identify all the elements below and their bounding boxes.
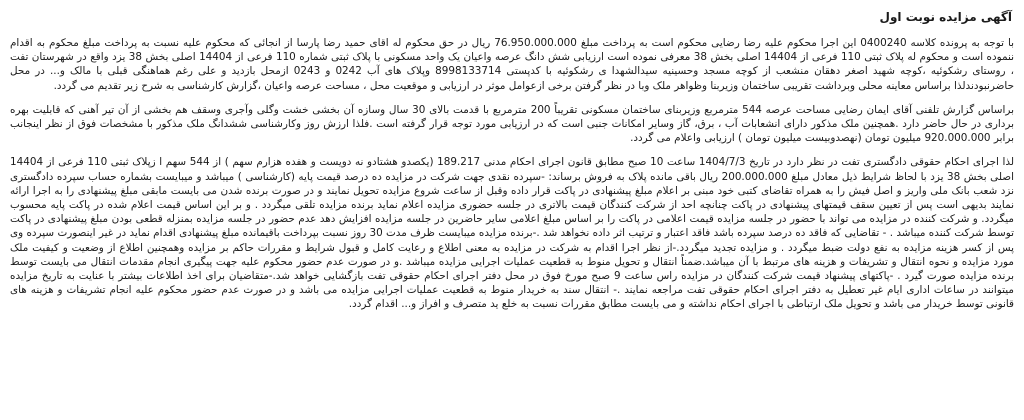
notice-paragraph-appraisal: براساس گزارش تلفنی آقای ایمان رضایی مساحت عرصه 544 مترمربع وزیربنای ساختمان مسکونی تقریباً 200 مترمربع با قدمت بالای 30 سال وسازه آن بخشی خشت وگلی وآجری وسقف هم بخشی از آن تیر آهنی که قابلیت بهره برداری در حال حاضر دارد .همچنین ملک مذکور دارای انشعابات آب ، برق، گاز وسایر امکانات جنبی است که در ارزیابی مورد توجه قرار گرفته است .فلذا ارزش روز وکارشناسی ششدانگ ملک مذکور با مشخصات فوق از نظر اینجانب برابر 920.000.000 میلیون تومان (نهصدوبیست میلیون تومان ) ارزیابی واعلام می گردد. (10, 103, 1014, 145)
notice-paragraph-case-details: با توجه به پرونده کلاسه 0400240 این اجرا محکوم علیه رضا رضایی محکوم است به پرداخت مبلغ 76.950.000.000 ریال در حق محکوم له اقای حمید رضا پارسا از انجائی که محکوم علیه نسبت به پرداخت مبلغ محکوم به اقدام ننموده است و محکوم له پلاک ثبتی 110 فرعی از 14404 اصلی بخش 38 معرفی نموده است ارزیابی شش دانگ عرصه واعیان یک واحد مسکونی با پلاک ثبتی شماره 110 فرعی از 14404 اصلی بخش 38 یزد واقع در شهرستان تفت ، روستای رشکوئیه ،کوچه شهید اصغر دهقان منشعب از کوچه مسجد وحسینیه سیدالشهدا ی رشکوئیه با کدپستی 8998133714 وپلاک های آب 0242 و 0243 ازمحل بازدید و علی رغم هماهنگی قبلی با مالک و... در محل حاضرنبودندلذا براساس معاینه محلی وبرداشت تقریبی ساختمان وزیربنا وظواهر ملک وبا در نظر گرفتن برخی ازعوامل موثر در ارزیابی و موقعیت محل ، مساحت عرصه واعیان ،گزارش کارشناسی به شرح زیر تقدیم می گردد. (10, 37, 1015, 92)
notice-title: آگهی مزایده نوبت اول (879, 10, 1012, 24)
notice-paragraph-auction-terms: لذا اجرای احکام حقوقی دادگستری تفت در نظر دارد در تاریخ 1404/7/3 ساعت 10 صبح مطابق قانون اجرای احکام مدنی 189.217 (یکصدو هشتادو نه دویست و هفده هزارم سهم ) از 544 سهم ا زپلاک ثبتی 110 فرعی از 14404 اصلی بخش 38 یزد با لحاظ شرایط ذیل معادل مبلغ 200.000.000 ریال باقی مانده پلاک به فروش برساند: -سپرده نقدی جهت شرکت در مزایده ده درصد قیمت پایه (کارشناسی ) میباشد و میبایست بشماره حساب سپرده دادگستری نزد شعب بانک ملی واریز و اصل فیش را به همراه تقاضای کتبی خود مبنی بر اعلام مبلغ پیشنهادی در پاکت قرار داده وقبل از ساعت شروع مزایده تحویل نمایند و در صورت برنده شدن می بایست مابقی مبلغ پیشنهادی را به اجرا ارائه نمایند بدیهی است پس از تعیین سقف قیمتهای پیشنهادی در پاکت چنانچه احد از شرکت کنندگان قیمت بالاتری در جلسه حضوری مزایده اعلام نماید برنده مزایده تلقی میگردد . و بر این اساس قیمت اعلام شده در پاکت پایه محسوب میگردد. و شرکت کننده در مزایده می تواند با حضور در جلسه مزایده قیمت اعلامی در پاکت را بر اساس مبلغ اعلامی سایر حاضرین در جلسه مزایده افزایش دهد عدم حضور در جلسه مزایده بمنزله قطعی بودن مبلغ پیشنهادی در پاکت توسط شرکت کننده میباشد . - تقاضایی که فاقد ده درصد سپرده باشد فاقد اعتبار و ترتیب اثر داده نخواهد شد .-برنده مزایده میبایست ظرف مدت 30 روز نسبت بپرداخت باقیمانده مبلغ پیشنهادی اقدام نماید در غیر اینصورت سپرده وی پس از کسر هزینه مزایده به نفع دولت ضبط میگردد . و مزایده تجدید میگردد.-از نظر اجرا اقدام به شرکت در مزایده به معنی اطلاع و رعایت کامل و قبول شرایط و مقررات حاکم بر مزایده وهمچنین اطلاع از وضعیت و کیفیت ملک مورد مزایده و نحوه انتقال و تشریفات و هزینه های مرتبط با آن میباشد.ضمناً انتقال و تحویل منوط به قطعیت عملیات اجرایی مزایده میباشد .و در صورت عدم حضور محکوم علیه جهت پیگیری انجام مقدمات انتقال می بایست توسط برنده مزایده صورت گیرد . -پاکتهای پیشنهاد قیمت شرکت کنندگان در مزایده راس ساعت 9 صبح مورخ فوق در محل دفتر اجرای احکام حقوقی تفت بازگشایی خواهد شد.-متقاضیان برای اخذ اطلاعات بیشتر با عنایت به تاریخ مزایده میتوانند در ساعات اداری ایام غیر تعطیل به دفتر اجرای احکام حقوقی تفت مراجعه نمایند .- انتقال سند به خریدار منوط به قطعیت عملیات اجرایی مزایده می باشد و در صورت عدم حضور محکوم علیه انجام تشریفات و هزینه های قانونی توسط خریدار می باشد و تحویل ملک ارتباطی با اجرای احکام نداشته و می بایست مطابق مقررات نسبت به خلع ید متصرف و افراز و... اقدام گردد. (10, 156, 1015, 311)
